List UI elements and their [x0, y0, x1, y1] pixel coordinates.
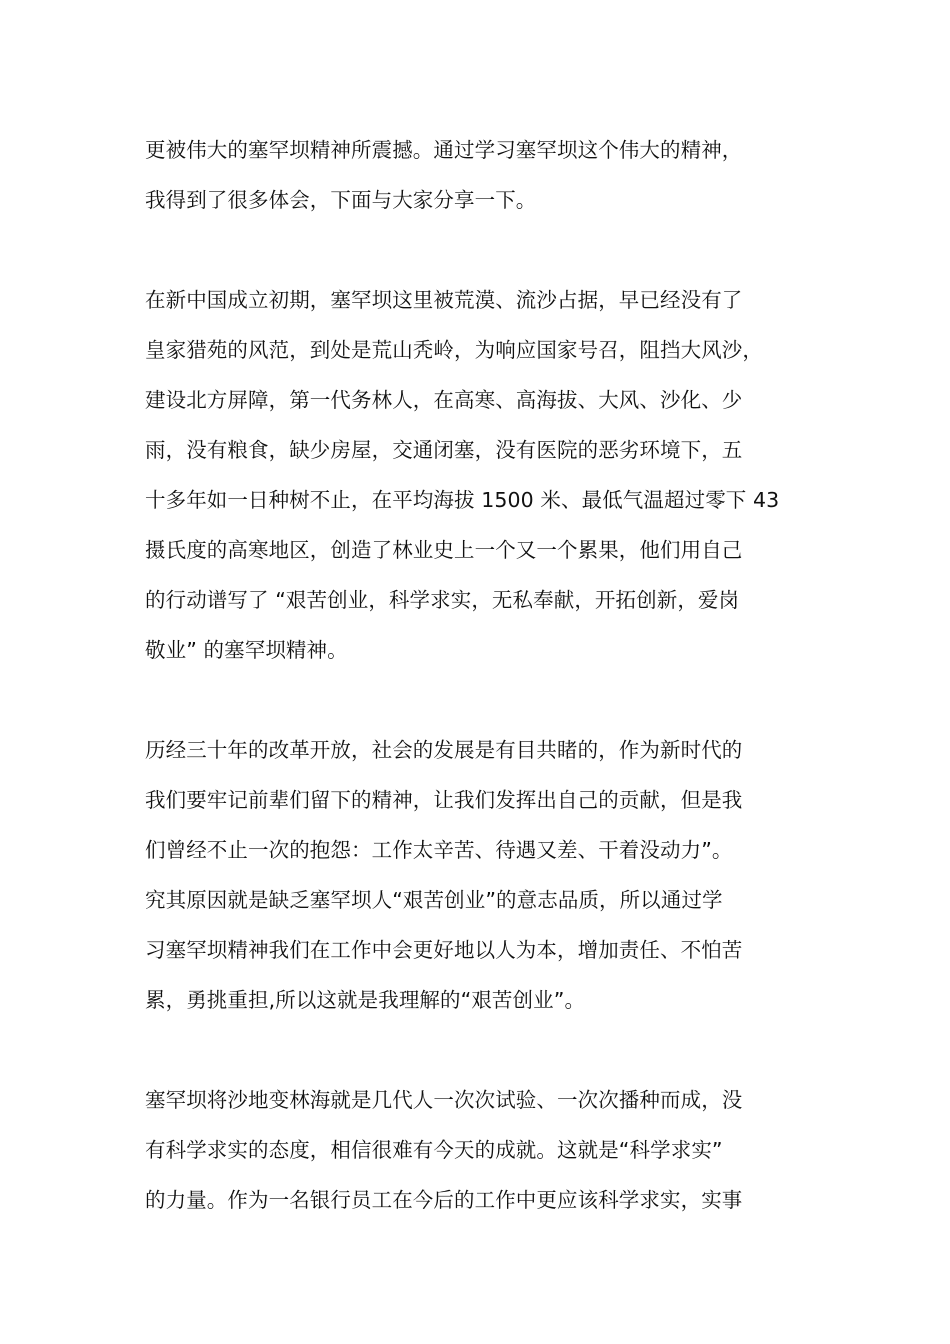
paragraph-3-line-1: 历经三十年的改革开放，社会的发展是有目共睹的，作为新时代的	[145, 738, 743, 762]
paragraph-3-line-4: 究其原因就是缺乏塞罕坝人“艰苦创业”的意志品质，所以通过学	[145, 888, 723, 912]
paragraph-4-line-1: 塞罕坝将沙地变林海就是几代人一次次试验、一次次播种而成，没	[145, 1088, 743, 1112]
paragraph-4-line-2: 有科学求实的态度，相信很难有今天的成就。这就是“科学求实”	[145, 1138, 723, 1162]
paragraph-3-line-6: 累，勇挑重担,所以这就是我理解的“艰苦创业”。	[145, 988, 586, 1012]
paragraph-2-line-5: 十多年如一日种树不止，在平均海拔 1500 米、最低气温超过零下 43	[145, 488, 780, 512]
paragraph-3-line-5: 习塞罕坝精神我们在工作中会更好地以人为本，增加责任、不怕苦	[145, 938, 743, 962]
paragraph-3-line-3: 们曾经不止一次的抱怨：工作太辛苦、待遇又差、干着没动力”。	[145, 838, 733, 862]
paragraph-3-line-2: 我们要牢记前辈们留下的精神，让我们发挥出自己的贡献，但是我	[145, 788, 743, 812]
paragraph-2-line-6: 摄氏度的高寒地区，创造了林业史上一个又一个累果，他们用自己	[145, 538, 743, 562]
paragraph-2-line-3: 建设北方屏障，第一代务林人，在高寒、高海拔、大风、沙化、少	[145, 388, 743, 412]
paragraph-2-line-2: 皇家猎苑的风范，到处是荒山秃岭，为响应国家号召，阻挡大风沙，	[145, 338, 763, 362]
paragraph-2-line-8: 敬业” 的塞罕坝精神。	[145, 638, 348, 662]
paragraph-2-line-1: 在新中国成立初期，塞罕坝这里被荒漠、流沙占据，早已经没有了	[145, 288, 743, 312]
paragraph-1-line-1: 更被伟大的塞罕坝精神所震撼。通过学习塞罕坝这个伟大的精神，	[145, 138, 743, 162]
paragraph-1-line-2: 我得到了很多体会，下面与大家分享一下。	[145, 188, 537, 212]
paragraph-2-line-4: 雨，没有粮食，缺少房屋，交通闭塞，没有医院的恶劣环境下，五	[145, 438, 743, 462]
paragraph-4-line-3: 的力量。作为一名银行员工在今后的工作中更应该科学求实，实事	[145, 1188, 743, 1212]
paragraph-2-line-7: 的行动谱写了 “艰苦创业，科学求实，无私奉献，开拓创新，爱岗	[145, 588, 740, 612]
